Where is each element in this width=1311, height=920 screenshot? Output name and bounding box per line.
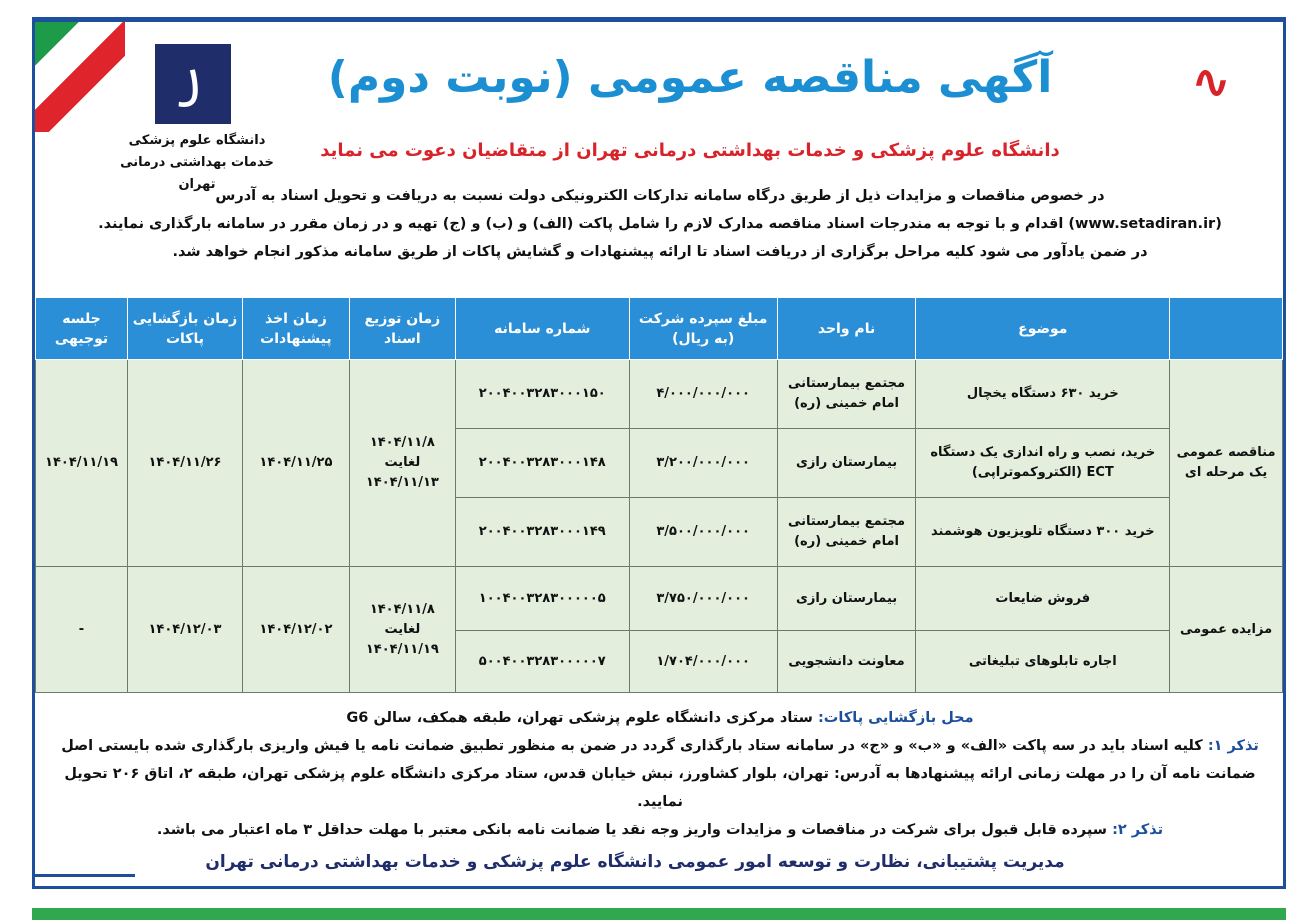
footer-signature: مدیریت پشتیبانی، نظارت و توسعه امور عمومی دانشگاه علوم پزشکی و خدمات بهداشتی درمانی تهران	[205, 852, 1065, 872]
university-name: دانشگاه علوم پزشکی خدمات بهداشتی درمانی تهران	[120, 133, 274, 192]
setad-logo: ∿	[1190, 54, 1232, 110]
footer-divider	[35, 874, 135, 877]
note-1: تذکر ۱: کلیه اسناد باید در سه پاکت «الف» و «ب» و «ج» در سامانه ستاد بارگذاری گردد در ضمن به منظور تطبیق ضمانت نامه یا فیش واریزی بارگذاری شده بایستی اصل ضمانت نامه آن را در مهلت زمانی ارائه پیشنهادها به آدرس: تهران، بلوار کشاورز، نبش خیابان قدس، ستاد مرکزی دانشگاه علوم پزشکی تهران، طبقه ۲، اتاق ۲۰۶ تحویل نمایید.	[61, 738, 1259, 810]
table-row: مناقصه عمومی یک مرحله ای خرید ۶۳۰ دستگاه یخچال مجتمع بیمارستانی امام خمینی (ره) ۴/۰۰۰/۰۰۰/۰۰۰ ۲۰۰۴۰۰۳۲۸۳۰۰۰۱۵۰ ۱۴۰۴/۱۱/۸ لغایت ۱۴۰۴/۱۱/۱۳ ۱۴۰۴/۱۱/۲۵ ۱۴۰۴/۱۱/۲۶ ۱۴۰۴/۱۱/۱۹	[36, 360, 1283, 429]
table-row: مزایده عمومی فروش ضایعات بیمارستان رازی ۳/۷۵۰/۰۰۰/۰۰۰ ۱۰۰۴۰۰۳۲۸۳۰۰۰۰۰۵ ۱۴۰۴/۱۱/۸ لغایت ۱۴۰۴/۱۱/۱۹ ۱۴۰۴/۱۲/۰۲ ۱۴۰۴/۱۲/۰۳ -	[36, 567, 1283, 631]
notice-subtitle: دانشگاه علوم پزشکی و خدمات بهداشتی درمانی تهران از متقاضیان دعوت می نماید	[320, 140, 1060, 161]
opening-location: محل بازگشایی پاکات: ستاد مرکزی دانشگاه علوم پزشکی تهران، طبقه همکف، سالن G6	[346, 710, 974, 726]
notes	[45, 704, 1275, 844]
table-row: اجاره تابلوهای تبلیغاتی معاونت دانشجویی ۱/۷۰۴/۰۰۰/۰۰۰ ۵۰۰۴۰۰۳۲۸۳۰۰۰۰۰۷	[36, 631, 1283, 693]
table-row: خرید، نصب و راه اندازی یک دستگاه ECT (الکتروکموتراپی) بیمارستان رازی ۳/۲۰۰/۰۰۰/۰۰۰ ۲۰۰۴۰۰۳۲۸۳۰۰۰۱۴۸	[36, 429, 1283, 498]
intro-text: در خصوص مناقصات و مزایدات ذیل از طریق درگاه سامانه تدارکات الکترونیکی دولت نسبت به دریافت و تحویل اسناد به آدرس (www.setadiran.ir) اقدام و با توجه به مندرجات اسناد مناقصه مدارک لازم را شامل پاکت (الف) و (ب) و (ج) تهیه و در زمان مقرر در سامانه بارگذاری نمایند. در ضمن یادآور می شود کلیه مراحل برگزاری از دریافت اسناد تا ارائه پیشنهادات و گشایش پاکات از طریق سامانه مذکور انجام خواهد شد.	[98, 188, 1222, 260]
green-bar	[32, 908, 1286, 920]
tender-table	[35, 297, 1283, 693]
university-logo: ꠸	[155, 44, 231, 124]
notice-title: آگهی مناقصه عمومی (نوبت دوم)	[327, 52, 1053, 103]
table-row: خرید ۳۰۰ دستگاه تلویزیون هوشمند مجتمع بیمارستانی امام خمینی (ره) ۳/۵۰۰/۰۰۰/۰۰۰ ۲۰۰۴۰۰۳۲۸۳۰۰۰۱۴۹	[36, 498, 1283, 567]
table-header: موضوع نام واحد مبلغ سپرده شرکت (به ریال) شماره سامانه زمان توزیع اسناد زمان اخذ پیشنهادات زمان بازگشایی پاکات جلسه توجیهی	[36, 298, 1283, 360]
notice-frame	[32, 17, 1286, 889]
note-2: تذکر ۲: سپرده قابل قبول برای شرکت در مناقصات و مزایدات واریز وجه نقد یا ضمانت نامه بانکی معتبر با مهلت حداقل ۳ ماه اعتبار می باشد.	[156, 822, 1164, 838]
iran-flag-icon	[35, 22, 125, 132]
